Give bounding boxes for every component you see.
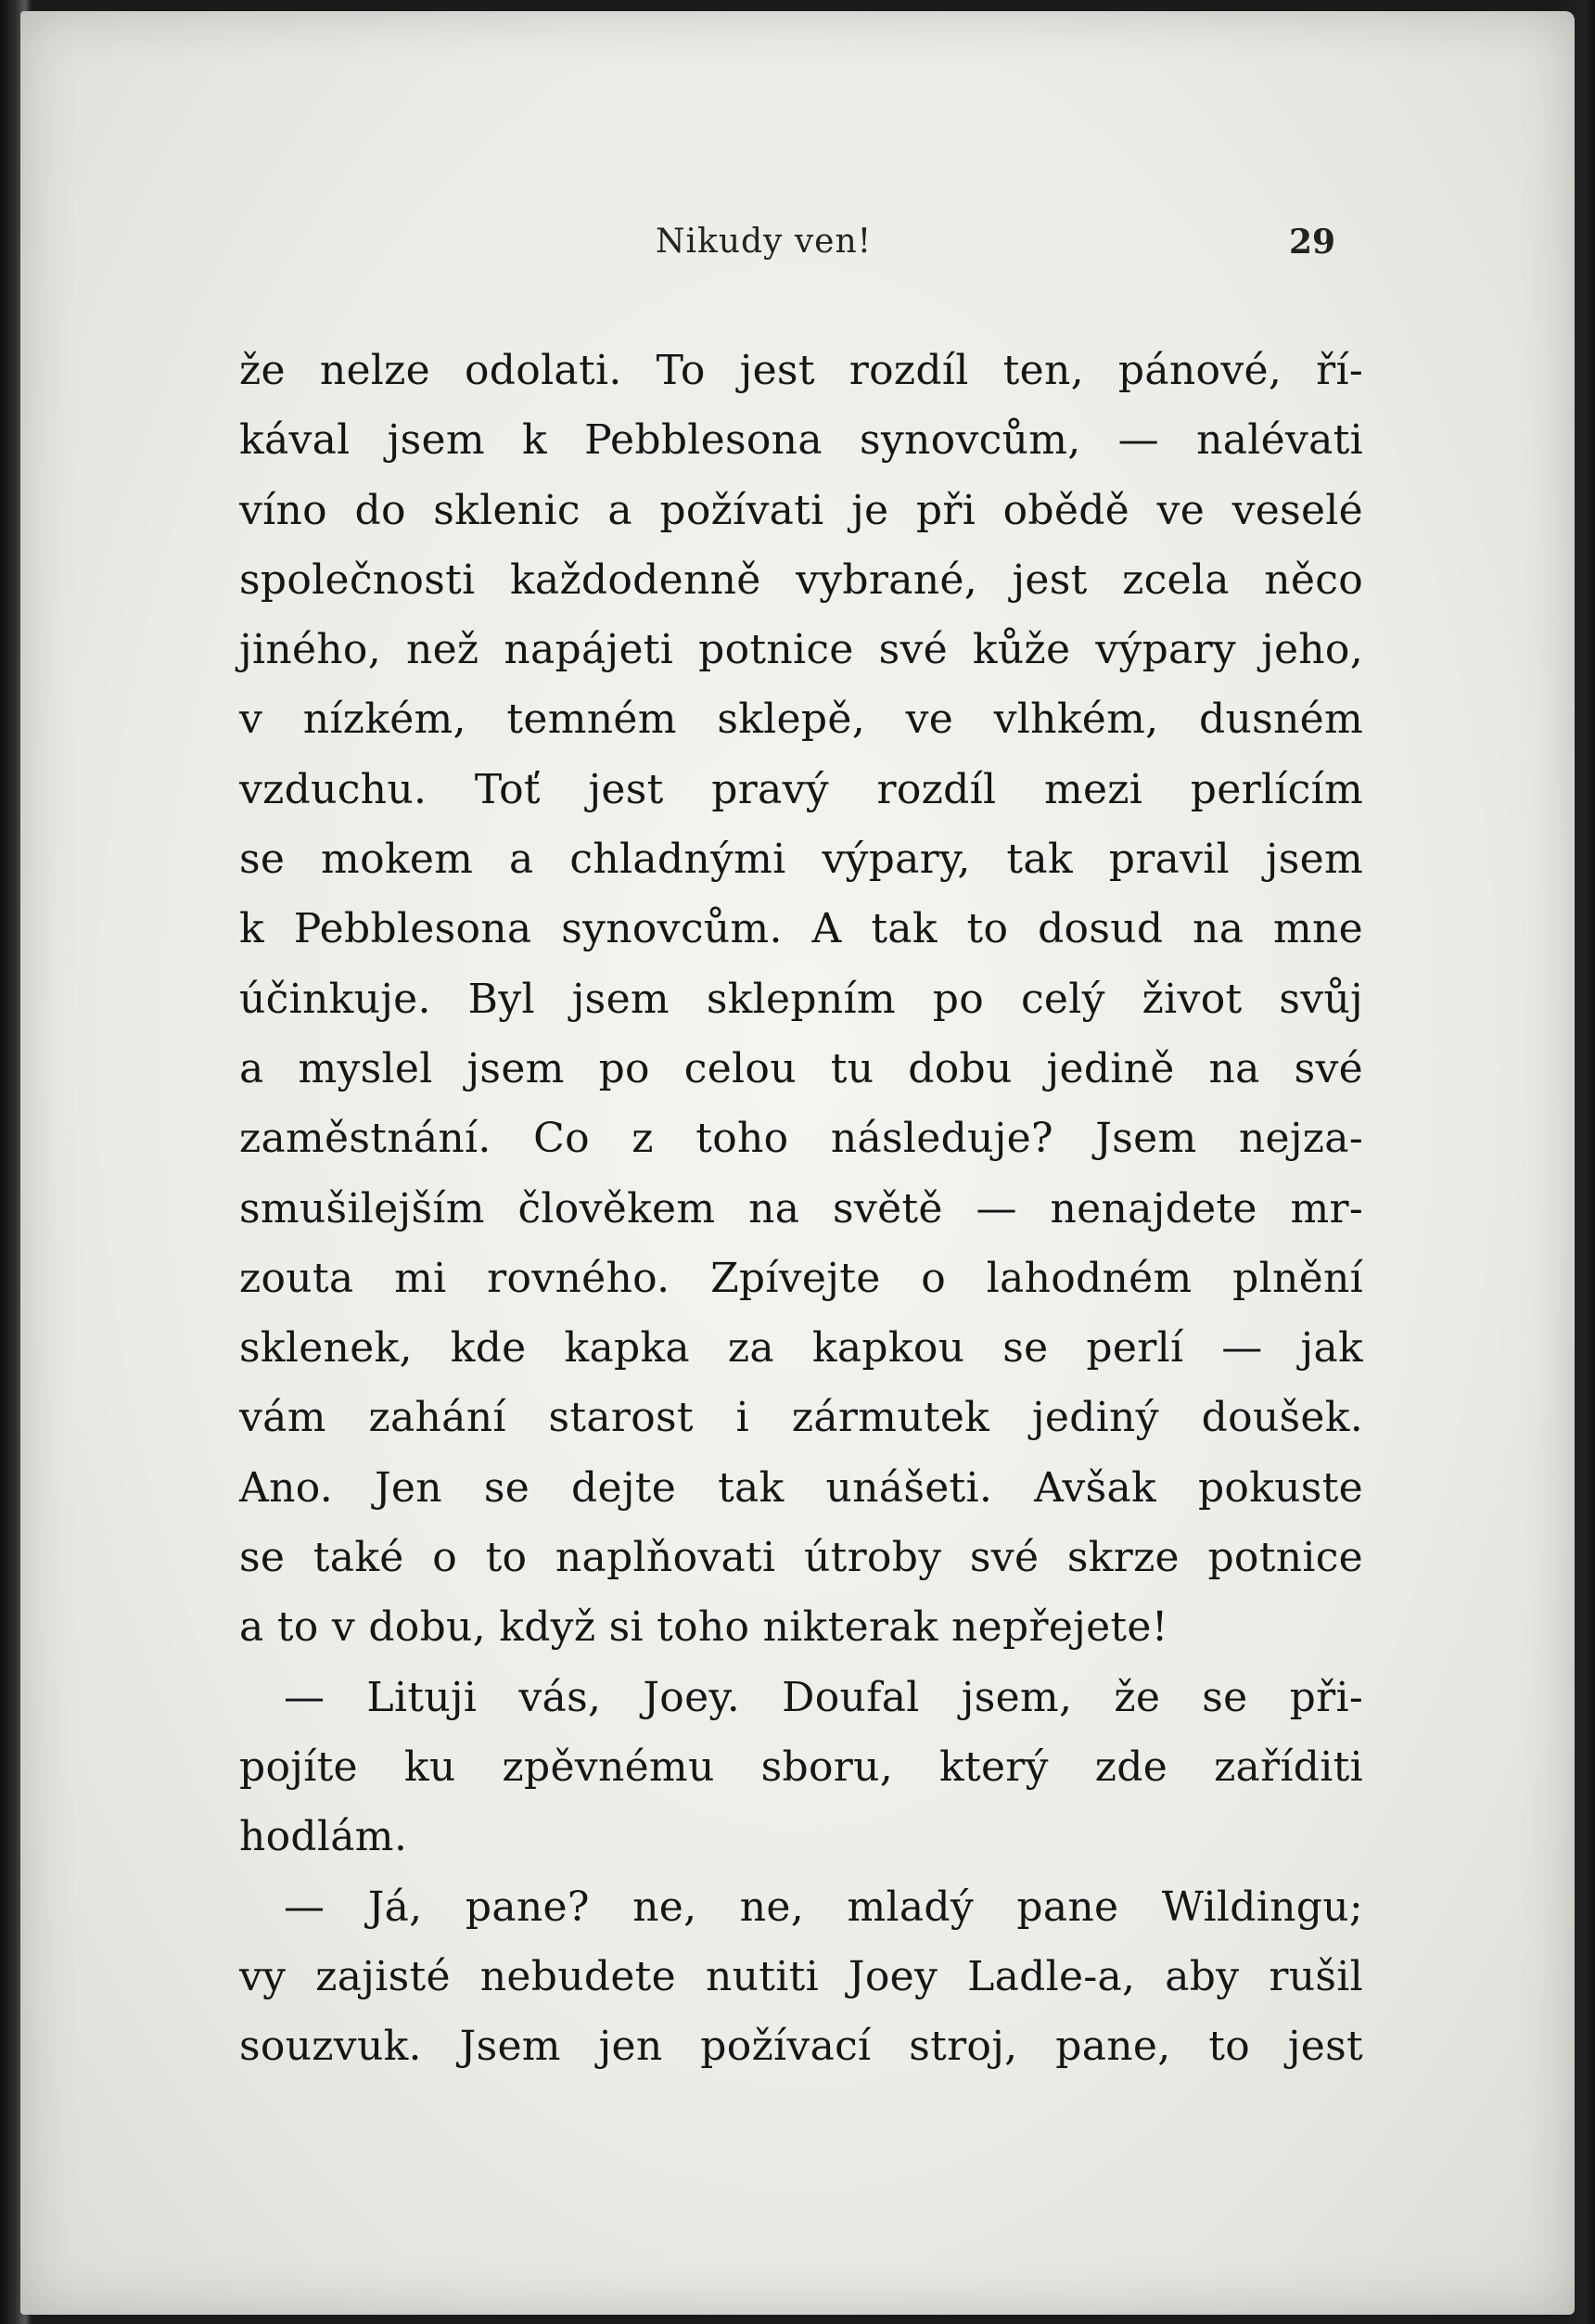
book-page xyxy=(20,11,1575,2315)
text-line: sklenek, kde kapka za kapkou se perlí — jak xyxy=(239,1324,1363,1373)
text-line: se také o to naplňovati útroby své skrze potnice xyxy=(239,1534,1363,1582)
page-header xyxy=(20,223,1575,278)
text-line: pojíte ku zpěvnému sboru, který zde zaříditi xyxy=(239,1743,1363,1791)
text-line: jiného, než napájeti potnice své kůže výpary jeho, xyxy=(239,626,1363,674)
text-line: zouta mi rovného. Zpívejte o lahodném plnění xyxy=(239,1254,1363,1302)
text-line: že nelze odolati. To jest rozdíl ten, pánové, ří- xyxy=(239,347,1363,394)
text-line: víno do sklenic a požívati je při obědě ve veselé xyxy=(239,486,1363,534)
body-text xyxy=(239,336,1363,2081)
text-line: v nízkém, temném sklepě, ve vlhkém, dusném xyxy=(239,696,1363,744)
running-title: Nikudy ven! xyxy=(656,223,873,261)
text-line: Ano. Jen se dejte tak unášeti. Avšak pokuste xyxy=(239,1463,1363,1512)
text-line: hodlám. xyxy=(239,1813,408,1861)
text-line: zaměstnání. Co z toho následuje? Jsem nejza- xyxy=(239,1115,1363,1163)
text-line: k Pebblesona synovcům. A tak to dosud na mne xyxy=(239,905,1363,953)
text-line: — Lituji vás, Joey. Doufal jsem, že se při- xyxy=(284,1673,1363,1721)
text-line: — Já, pane? ne, ne, mladý pane Wildingu; xyxy=(284,1883,1363,1931)
text-line: souzvuk. Jsem jen požívací stroj, pane, to jest xyxy=(239,2023,1363,2071)
text-line: a to v dobu, když si toho nikterak nepřejete! xyxy=(239,1603,1168,1652)
text-line: smušilejším člověkem na světě — nenajdete mr- xyxy=(239,1184,1363,1232)
page-number: 29 xyxy=(1289,223,1336,262)
text-line: kával jsem k Pebblesona synovcům, — nalévati xyxy=(239,416,1363,465)
text-line: vzduchu. Toť jest pravý rozdíl mezi perlícím xyxy=(239,765,1363,813)
text-line: vám zahání starost i zármutek jediný doušek. xyxy=(239,1394,1363,1442)
text-line: vy zajisté nebudete nutiti Joey Ladle-a, aby rušil xyxy=(239,1952,1363,2000)
text-line: společnosti každodenně vybrané, jest zcela něco xyxy=(239,555,1363,604)
text-line: účinkuje. Byl jsem sklepním po celý život svůj xyxy=(239,975,1363,1023)
text-line: se mokem a chladnými výpary, tak pravil jsem xyxy=(239,836,1363,884)
text-line: a myslel jsem po celou tu dobu jedině na své xyxy=(239,1044,1363,1092)
